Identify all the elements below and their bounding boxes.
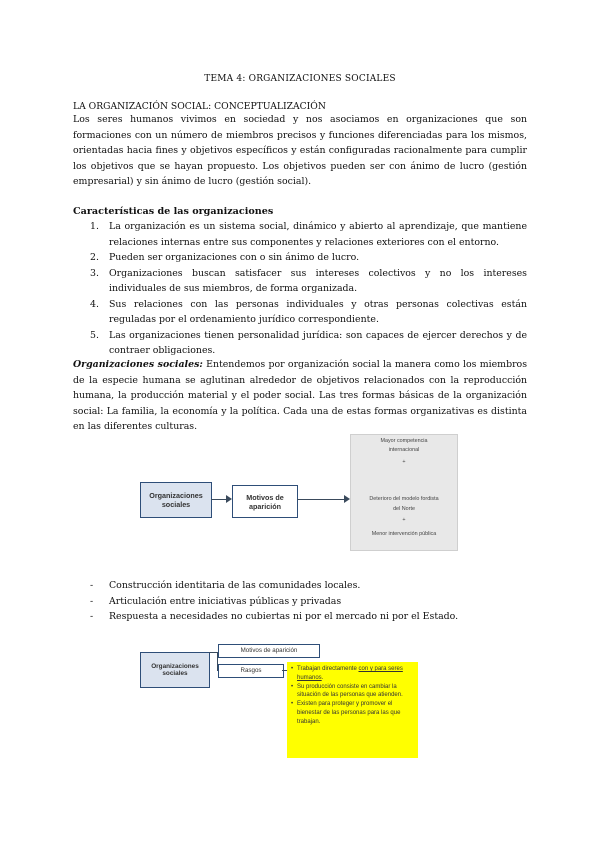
rasgo-text: Trabajan directamente bbox=[297, 666, 359, 672]
section2-heading: Características de las organizaciones bbox=[73, 206, 274, 217]
cause-line: Deterioro del modelo fordista bbox=[369, 496, 439, 502]
list-item bbox=[291, 683, 414, 701]
list-item bbox=[73, 594, 527, 610]
bullet: • bbox=[291, 666, 294, 672]
list-item bbox=[73, 297, 527, 328]
list-item-number: 3. bbox=[90, 267, 99, 279]
dash-mark: - bbox=[90, 595, 94, 607]
bullet: • bbox=[291, 683, 294, 690]
list-item-text: Respuesta a necesidades no cubiertas ni por el mercado ni por el Estado. bbox=[109, 611, 459, 622]
section1-paragraph: Los seres humanos vivimos en sociedad y nos asociamos en organizaciones que son formaciones con un número de miembros precisos y funciones diferenciadas para los mismos, orientadas hacia fines y objetivos específicos y están configuradas racionalmente para cumplir los objetivos que se hayan propuesto. Los objetivos pueden ser con ánimo de lucro (gestión empresarial) y sin ánimo de lucro (gestión social). bbox=[73, 114, 527, 187]
list-item-number: 4. bbox=[90, 298, 99, 310]
rasgo-text: Existen para proteger y promover el bienestar de las personas para las que trabajan. bbox=[297, 701, 401, 725]
section3-lead: Organizaciones sociales: bbox=[73, 359, 203, 370]
characteristics-list bbox=[73, 219, 527, 359]
list-item bbox=[73, 219, 527, 250]
list-item-text: Sus relaciones con las personas individuales y otras personas colectivas están reguladas por el ordenamiento jurídico correspondiente. bbox=[109, 298, 527, 325]
cause-line: Menor intervención pública bbox=[371, 531, 437, 537]
list-item-number: 5. bbox=[90, 329, 99, 341]
list-item-number: 2. bbox=[90, 252, 99, 263]
dash-mark: - bbox=[90, 580, 94, 591]
document-title: TEMA 4: ORGANIZACIONES SOCIALES bbox=[204, 74, 396, 84]
diagram2-connector bbox=[209, 652, 218, 671]
cause-line: internacional bbox=[388, 447, 420, 453]
rasgo-underlined: con y para seres humanos bbox=[297, 666, 403, 681]
diagram1-motivos-box: Motivos de aparición bbox=[232, 485, 298, 518]
rasgo-text: Su producción consiste en cambiar la situación de las personas que atienden. bbox=[297, 683, 403, 699]
list-item bbox=[73, 266, 527, 297]
diagram2-rasgos-box: Rasgos bbox=[218, 664, 284, 678]
list-item bbox=[291, 700, 414, 726]
dash-mark: - bbox=[90, 611, 94, 622]
section3-text: Entendemos por organización social la manera como los miembros de la especie humana se aglutinan alrededor de objetivos relacionados con la reproducción humana, la producción material y el poder social. Las tres formas básicas de la organización social: La familia, la economía y la política. Cada una de estas formas organizativas es distinta en las diferentes culturas. bbox=[73, 359, 528, 432]
cause-line: Mayor competencia bbox=[380, 438, 428, 444]
list-item-text: Las organizaciones tienen personalidad jurídica: son capaces de ejercer derechos y de contraer obligaciones. bbox=[109, 329, 527, 356]
diagram1-arrow-line-2 bbox=[297, 499, 345, 500]
diagram2-rasgos-highlight bbox=[287, 662, 418, 758]
rasgo-text-end: . bbox=[321, 674, 324, 681]
diagram2-motivos-box: Motivos de aparición bbox=[218, 644, 320, 658]
list-item-text: La organización es un sistema social, dinámico y abierto al aprendizaje, que mantiene relaciones internas entre sus componentes y relaciones exteriores con el entorno. bbox=[109, 221, 527, 248]
diagram1-organizaciones-box: Organizaciones sociales bbox=[140, 482, 212, 518]
list-item bbox=[73, 250, 527, 266]
list-item bbox=[73, 328, 527, 359]
list-item bbox=[291, 665, 414, 683]
diagram2-organizaciones-box: Organizaciones sociales bbox=[140, 652, 210, 688]
cause-plus: + bbox=[402, 517, 406, 523]
cause-plus: + bbox=[402, 459, 406, 465]
list-item-number: 1. bbox=[90, 221, 99, 232]
bullet: • bbox=[291, 701, 294, 708]
section3-paragraph bbox=[73, 357, 527, 435]
section1-heading: LA ORGANIZACIÓN SOCIAL: CONCEPTUALIZACIÓN bbox=[73, 101, 326, 112]
list-item bbox=[73, 578, 527, 594]
list-item bbox=[73, 609, 527, 625]
diagram1-causes-box bbox=[350, 434, 458, 551]
list-item-text: Construcción identitaria de las comunidades locales. bbox=[109, 580, 361, 591]
cause-line: del Norte bbox=[393, 506, 415, 512]
dash-list bbox=[73, 578, 527, 625]
list-item-text: Articulación entre iniciativas públicas y privadas bbox=[109, 595, 342, 607]
list-item-text: Organizaciones buscan satisfacer sus intereses colectivos y no los intereses individuales de sus miembros, de forma organizada. bbox=[109, 267, 527, 294]
list-item-text: Pueden ser organizaciones con o sin ánimo de lucro. bbox=[109, 252, 360, 263]
rasgos-list bbox=[291, 665, 414, 727]
